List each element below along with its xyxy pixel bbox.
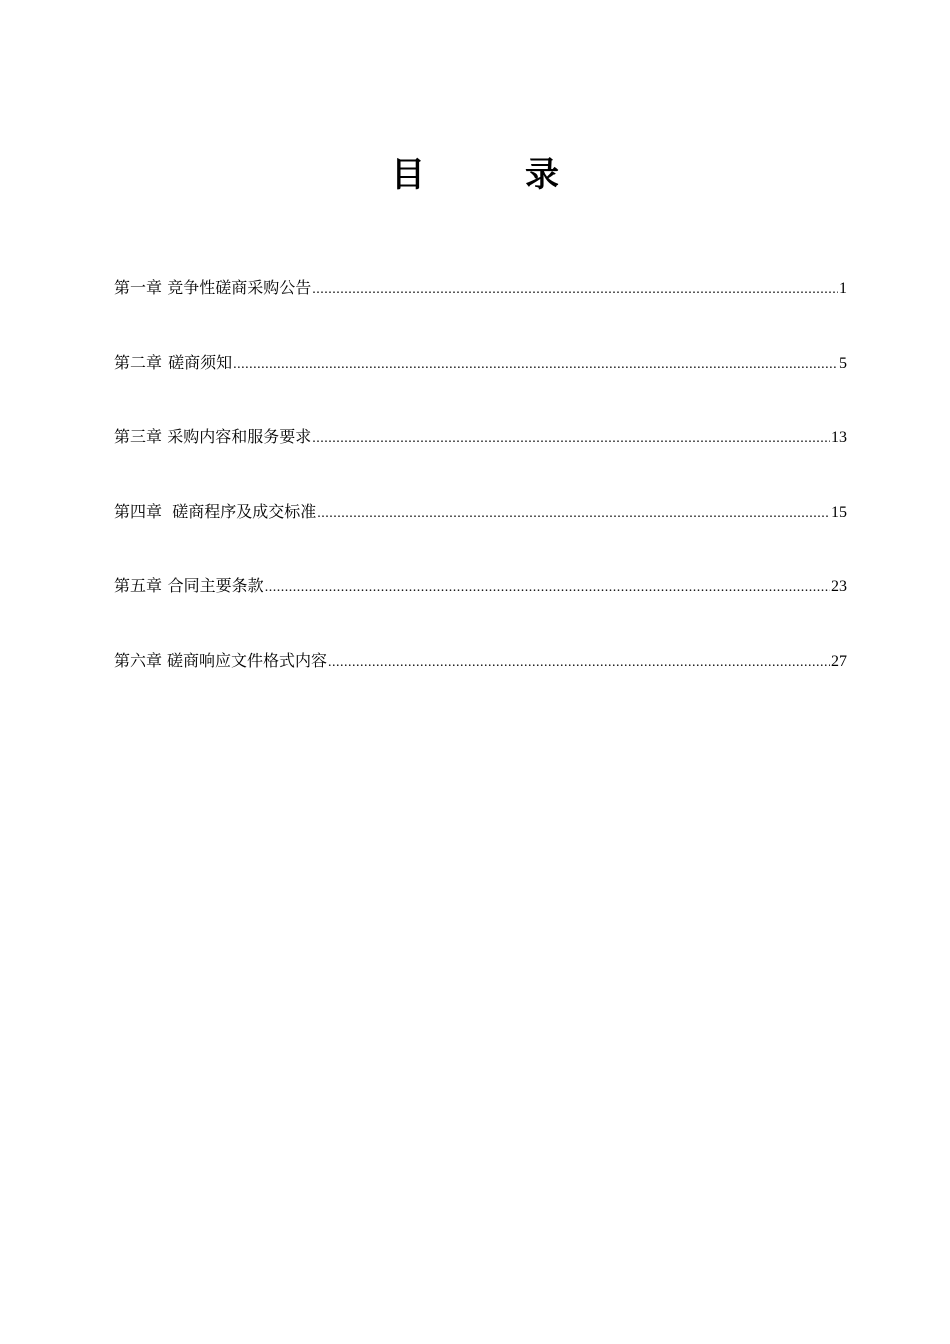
toc-page-number: 23 xyxy=(831,578,847,595)
toc-dot-leader xyxy=(233,347,838,383)
title-char-1: 目 xyxy=(391,155,425,195)
toc-entry-title: 磋商响应文件格式内容 xyxy=(167,650,328,670)
title-char-2: 录 xyxy=(525,155,559,195)
toc-entry-1[interactable] xyxy=(114,270,847,345)
toc-entry-title: 磋商须知 xyxy=(168,352,233,372)
toc-chapter-label: 第三章 xyxy=(114,427,163,446)
toc-chapter-label: 第二章 xyxy=(114,352,163,372)
toc-chapter-label: 第一章 xyxy=(114,278,163,297)
toc-chapter-label: 第六章 xyxy=(114,650,163,670)
toc-entry-4[interactable] xyxy=(114,494,847,569)
table-of-contents xyxy=(114,270,847,717)
toc-entry-title: 合同主要条款 xyxy=(167,576,264,595)
toc-page-number: 13 xyxy=(831,429,847,446)
toc-dot-leader xyxy=(328,645,830,681)
toc-page-number: 1 xyxy=(839,280,847,297)
toc-entry-title: 采购内容和服务要求 xyxy=(167,427,312,446)
toc-entry-6[interactable] xyxy=(114,643,847,718)
toc-dot-leader xyxy=(265,570,830,606)
toc-chapter-label: 第五章 xyxy=(114,576,163,595)
toc-dot-leader xyxy=(317,496,830,532)
toc-entry-2[interactable] xyxy=(114,345,847,420)
toc-entry-title: 磋商程序及成交标准 xyxy=(172,501,317,521)
toc-dot-leader xyxy=(312,421,830,457)
toc-entry-5[interactable] xyxy=(114,568,847,643)
toc-dot-leader xyxy=(312,272,838,308)
toc-page-number: 5 xyxy=(839,354,847,372)
toc-page-number: 15 xyxy=(831,503,847,521)
toc-entry-3[interactable] xyxy=(114,419,847,494)
toc-page-number: 27 xyxy=(831,652,847,670)
toc-chapter-label: 第四章 xyxy=(114,501,163,521)
toc-entry-title: 竞争性磋商采购公告 xyxy=(167,278,312,297)
page-title xyxy=(0,150,950,200)
